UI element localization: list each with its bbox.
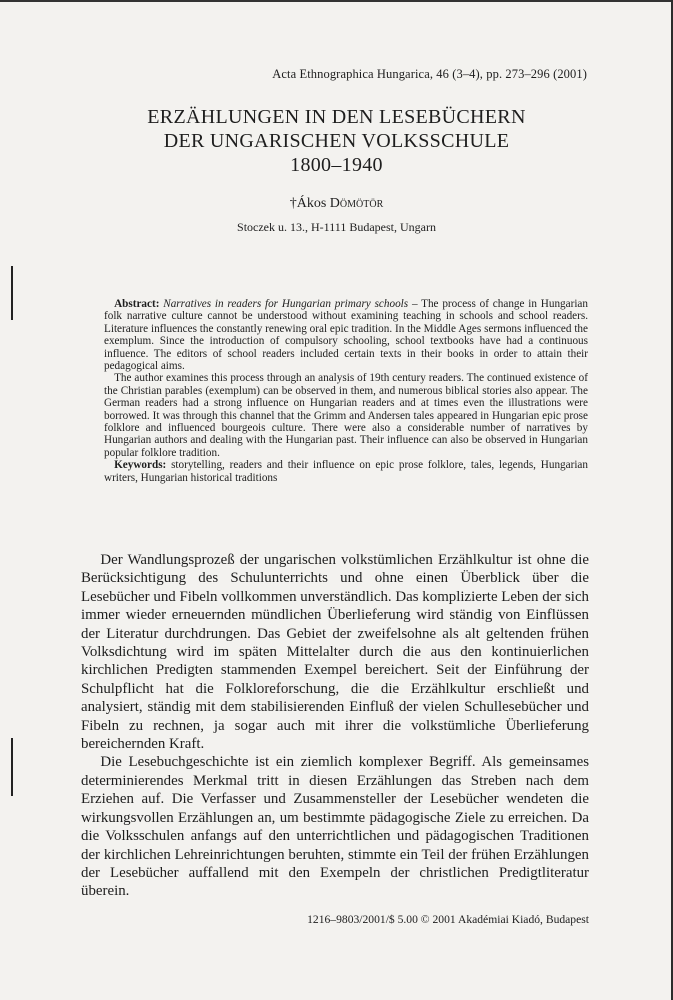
- body-text: [81, 551, 589, 901]
- keywords-label: Keywords:: [114, 459, 167, 472]
- margin-mark: [11, 266, 13, 320]
- body-paragraph-1: Der Wandlungsprozeß der ungarischen volkstümlichen Erzählkultur ist ohne die Berücksichtigung des Schulunterrichts und ohne einen Überblick über die Lesebücher und Fibeln vollkommen unverständlich. Das komplizierte Leben der sich immer wieder erneuernden mündlichen Überlieferung wird ständig von Einflüssen der Literatur durchdrungen. Das Gebiet der zweifelsohne als alt geltenden frühen Volksdichtung wird im späten Mittelalter durch die aus den kontinuierlichen kirchlichen Predigten stammenden Exempel bereichert. Seit der Einführung der Schulpflicht hat die Folkloreforschung, die die Erzählkultur erschließt und analysiert, ständig mit dem stabilisierenden Einfluß der vielen Schullesebücher und Fibeln zu rechnen, ja sogar auch mit ihrer die volkstümliche Überlieferung bereichernden Kraft.: [81, 552, 589, 753]
- abstract-title: Narratives in readers for Hungarian primary schools: [163, 298, 409, 310]
- abstract: [104, 298, 588, 484]
- abstract-paragraph-1: [104, 298, 588, 372]
- margin-mark: [11, 738, 13, 796]
- abstract-paragraph-2: The author examines this process through an analysis of 19th century readers. The continued existence of the Christian parables (exemplum) can be observed in them, and numerous biblical stories also appear. The German readers had a strong influence on Hungarian readers and at times even the illustrations were borrowed. It was through this channel that the Grimm and Andersen tales appeared in Hungarian epic prose folklore and influenced bourgeois culture. There were also a considerable number of narratives by Hungarian authors and dealing with the Hungarian past. Their influence can also be observed in Hungarian popular folklore tradition.: [104, 372, 588, 459]
- copyright-footer: 1216–9803/2001/$ 5.00 © 2001 Akadémiai Kiadó, Budapest: [307, 913, 589, 926]
- title-line-1: ERZÄHLUNGEN IN DEN LESEBÜCHERN: [147, 106, 526, 128]
- body-paragraph-2: Die Lesebuchgeschichte ist ein ziemlich komplexer Begriff. Als gemeinsames determinierendes Merkmal tritt in diesen Erzählungen das Streben nach dem Erziehen auf. Die Verfasser und Zusammensteller der Lesebücher wendeten die wirkungsvollen Erzählungen an, um bestimmte pädagogische Ziele zu erreichen. Da die Volksschulen anfangs auf den unterrichtlichen und pädagogischen Traditionen der kirchlichen Lehreinrichtungen beruhten, stimmte ein Teil der frühen Erzählungen der Lesebücher auffallend mit den Exempeln der christlichen Predigtliteratur überein.: [81, 754, 589, 900]
- author-family-name: Dömötör: [329, 196, 384, 211]
- journal-citation: Acta Ethnographica Hungarica, 46 (3–4), pp. 273–296 (2001): [272, 67, 587, 81]
- scan-top-border: [0, 0, 673, 2]
- author: [0, 196, 673, 212]
- keywords-text: storytelling, readers and their influence on epic prose folklore, tales, legends, Hungarian writers, Hungarian historical traditions: [104, 459, 588, 484]
- abstract-label: Abstract:: [114, 298, 160, 310]
- keywords: [104, 459, 588, 484]
- abstract-text-1: – The process of change in Hungarian folk narrative culture cannot be understood without examining teaching in schools and school readers. Literature influences the constantly renewing oral epic tradition. In the Middle Ages sermons influenced the exemplum. Since the introduction of compulsory schooling, school textbooks have had a continuous influence. The editors of school readers included certain texts in their books in order to attain their pedagogical aims.: [104, 298, 588, 373]
- title-line-3: 1800–1940: [290, 154, 383, 176]
- author-given-name: †Ákos: [289, 196, 327, 211]
- title-line-2: DER UNGARISCHEN VOLKSSCHULE: [163, 130, 510, 152]
- author-address: Stoczek u. 13., H-1111 Budapest, Ungarn: [237, 220, 436, 234]
- article-title: [0, 105, 673, 177]
